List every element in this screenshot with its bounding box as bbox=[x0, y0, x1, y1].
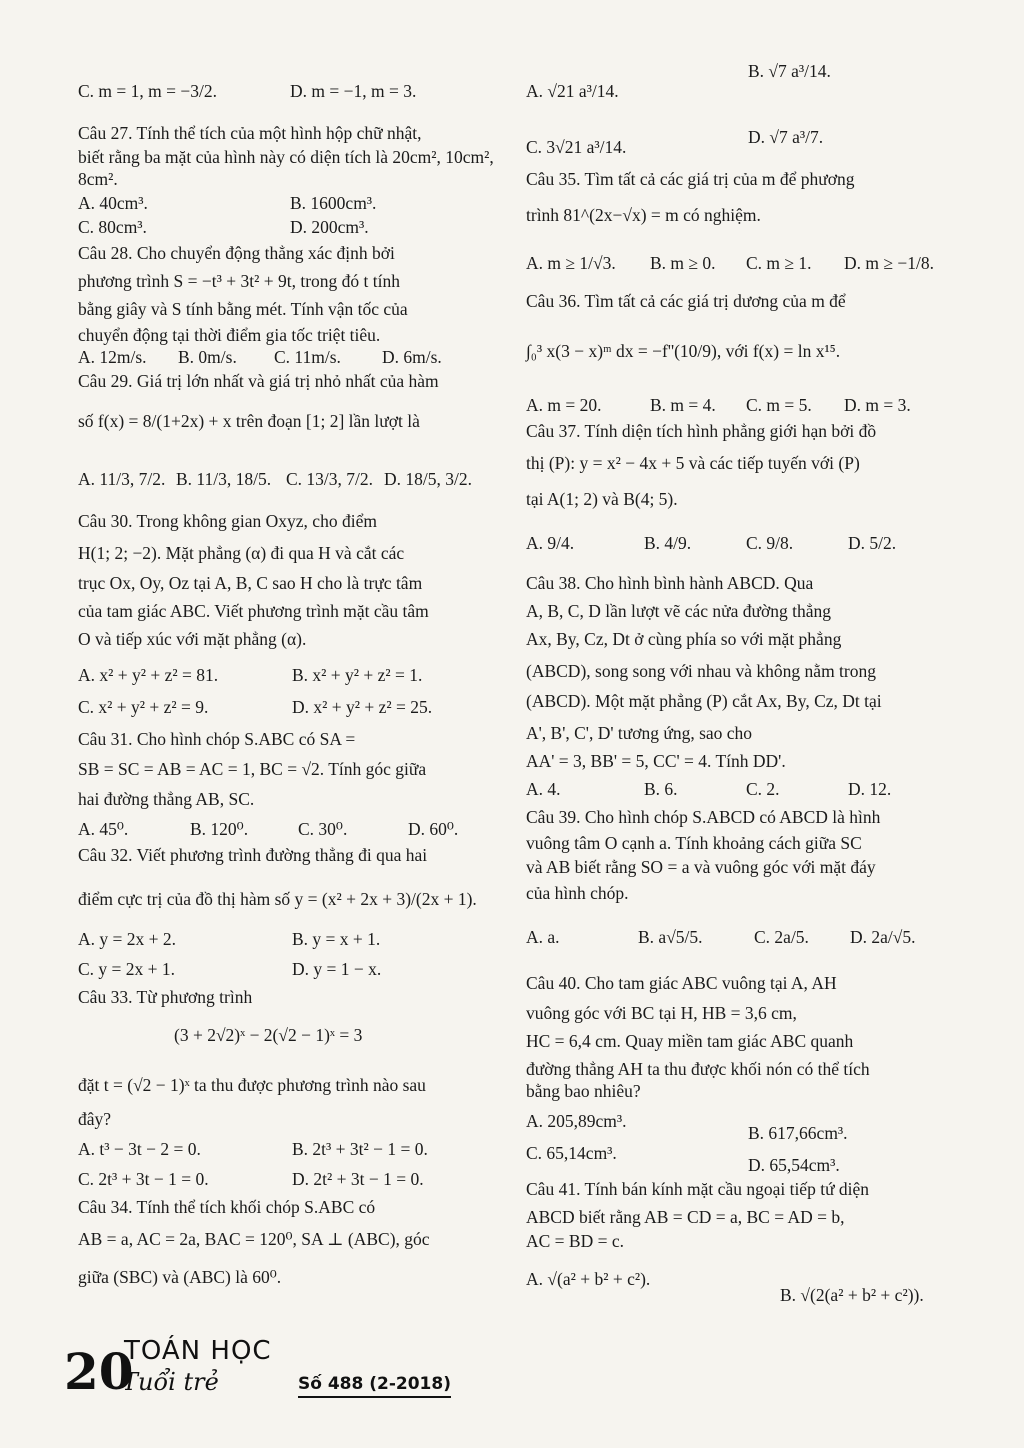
option: D. m = −1, m = 3. bbox=[290, 81, 417, 101]
option: B. √(2(a² + b² + c²)). bbox=[780, 1285, 924, 1305]
question-40-text: đường thẳng AH ta thu được khối nón có thể tích bbox=[526, 1059, 870, 1079]
option: A. 40cm³. bbox=[78, 193, 148, 213]
question-33-text: đây? bbox=[78, 1109, 112, 1129]
option: A. x² + y² + z² = 81. bbox=[78, 665, 219, 685]
option: B. m ≥ 0. bbox=[650, 253, 716, 273]
option: B. √7 a³/14. bbox=[748, 61, 831, 81]
option: C. m = 5. bbox=[746, 395, 812, 415]
question-30-text: của tam giác ABC. Viết phương trình mặt cầu tâm bbox=[78, 601, 429, 621]
option: D. 200cm³. bbox=[290, 217, 369, 237]
question-41-text: AC = BD = c. bbox=[526, 1231, 625, 1251]
option: A. m ≥ 1/√3. bbox=[526, 253, 616, 273]
question-40-text: bằng bao nhiêu? bbox=[526, 1081, 641, 1101]
question-31-text: SB = SC = AB = AC = 1, BC = √2. Tính góc giữa bbox=[78, 759, 427, 779]
option: C. 2t³ + 3t − 1 = 0. bbox=[78, 1169, 209, 1189]
option: D. √7 a³/7. bbox=[748, 127, 824, 147]
question-27-text: biết rằng ba mặt của hình này có diện tích là 20cm², 10cm², 8cm². bbox=[78, 147, 494, 189]
option: B. 2t³ + 3t² − 1 = 0. bbox=[292, 1139, 428, 1159]
page-footer bbox=[64, 1330, 464, 1420]
option: A. 11/3, 7/2. bbox=[78, 469, 166, 489]
equation: (3 + 2√2)ˣ − 2(√2 − 1)ˣ = 3 bbox=[174, 1025, 363, 1045]
option: B. y = x + 1. bbox=[292, 929, 381, 949]
option: D. 12. bbox=[848, 779, 892, 799]
option: D. 6m/s. bbox=[382, 347, 442, 367]
question-27: Câu 27. Tính thể tích của một hình hộp chữ nhật, bbox=[78, 123, 422, 143]
question-28: Câu 28. Cho chuyển động thẳng xác định bởi bbox=[78, 243, 395, 263]
option: B. 0m/s. bbox=[178, 347, 237, 367]
question-29-text: số f(x) = 8/(1+2x) + x trên đoạn [1; 2] lần lượt là bbox=[78, 411, 420, 431]
question-40-text: HC = 6,4 cm. Quay miền tam giác ABC quanh bbox=[526, 1031, 854, 1051]
option: A. m = 20. bbox=[526, 395, 602, 415]
option: D. m ≥ −1/8. bbox=[844, 253, 934, 273]
option: B. 1600cm³. bbox=[290, 193, 377, 213]
option: A. √(a² + b² + c²). bbox=[526, 1269, 651, 1289]
question-37-text: tại A(1; 2) và B(4; 5). bbox=[526, 489, 678, 509]
question-35-text: trình 81^(2x−√x) = m có nghiệm. bbox=[526, 205, 761, 225]
question-28-text: bằng giây và S tính bằng mét. Tính vận tốc của bbox=[78, 299, 408, 319]
option: D. 18/5, 3/2. bbox=[384, 469, 472, 489]
question-28-text: phương trình S = −t³ + 3t² + 9t, trong đó t tính bbox=[78, 271, 400, 291]
question-38-text: A', B', C', D' tương ứng, sao cho bbox=[526, 723, 753, 743]
option: C. 2a/5. bbox=[754, 927, 809, 947]
question-32-text: điểm cực trị của đồ thị hàm số y = (x² + 2x + 3)/(2x + 1). bbox=[78, 889, 477, 909]
option: D. m = 3. bbox=[844, 395, 911, 415]
question-39-text: của hình chóp. bbox=[526, 883, 629, 903]
option: C. 30⁰. bbox=[298, 819, 348, 839]
option: C. y = 2x + 1. bbox=[78, 959, 176, 979]
question-30: Câu 30. Trong không gian Oxyz, cho điểm bbox=[78, 511, 377, 531]
option: A. y = 2x + 2. bbox=[78, 929, 177, 949]
question-35: Câu 35. Tìm tất cả các giá trị của m để phương bbox=[526, 169, 855, 189]
question-33-text: đặt t = (√2 − 1)ˣ ta thu được phương trình nào sau bbox=[78, 1075, 426, 1095]
question-37-text: thị (P): y = x² − 4x + 5 và các tiếp tuyến với (P) bbox=[526, 453, 860, 473]
option: C. m = 1, m = −3/2. bbox=[78, 81, 217, 101]
question-41: Câu 41. Tính bán kính mặt cầu ngoại tiếp tứ diện bbox=[526, 1179, 870, 1199]
option: B. m = 4. bbox=[650, 395, 716, 415]
question-33: Câu 33. Từ phương trình bbox=[78, 987, 253, 1007]
question-29: Câu 29. Giá trị lớn nhất và giá trị nhỏ nhất của hàm bbox=[78, 371, 439, 391]
question-34-text: AB = a, AC = 2a, BAC = 120⁰, SA ⊥ (ABC), góc bbox=[78, 1229, 430, 1249]
question-38-text: (ABCD). Một mặt phẳng (P) cắt Ax, By, Cz, Dt tại bbox=[526, 691, 882, 711]
question-39-text: và AB biết rằng SO = a và vuông góc với mặt đáy bbox=[526, 857, 876, 877]
question-38-text: Ax, By, Cz, Dt ở cùng phía so với mặt phẳng bbox=[526, 629, 842, 649]
question-37: Câu 37. Tính diện tích hình phẳng giới hạn bởi đồ bbox=[526, 421, 877, 441]
question-39-text: vuông tâm O cạnh a. Tính khoảng cách giữa SC bbox=[526, 833, 862, 853]
question-31: Câu 31. Cho hình chóp S.ABC có SA = bbox=[78, 729, 356, 749]
magazine-logo-title: TOÁN HỌC bbox=[124, 1336, 272, 1366]
option: A. 205,89cm³. bbox=[526, 1111, 627, 1131]
question-38-text: (ABCD), song song với nhau và không nằm trong bbox=[526, 661, 876, 681]
option: A. 12m/s. bbox=[78, 347, 147, 367]
question-30-text: O và tiếp xúc với mặt phẳng (α). bbox=[78, 629, 307, 649]
question-38: Câu 38. Cho hình bình hành ABCD. Qua bbox=[526, 573, 814, 593]
option: C. 65,14cm³. bbox=[526, 1143, 617, 1163]
option: D. y = 1 − x. bbox=[292, 959, 382, 979]
option: A. a. bbox=[526, 927, 560, 947]
question-36: Câu 36. Tìm tất cả các giá trị dương của m để bbox=[526, 291, 846, 311]
option: C. m ≥ 1. bbox=[746, 253, 812, 273]
question-32: Câu 32. Viết phương trình đường thẳng đi qua hai bbox=[78, 845, 428, 865]
question-38-text: A, B, C, D lần lượt vẽ các nửa đường thẳng bbox=[526, 601, 832, 621]
option: B. a√5/5. bbox=[638, 927, 703, 947]
option: A. 4. bbox=[526, 779, 561, 799]
option: A. 45⁰. bbox=[78, 819, 129, 839]
option: D. 2a/√5. bbox=[850, 927, 916, 947]
question-30-text: H(1; 2; −2). Mặt phẳng (α) đi qua H và cắt các bbox=[78, 543, 405, 563]
option: B. 120⁰. bbox=[190, 819, 249, 839]
option: B. 6. bbox=[644, 779, 678, 799]
option: B. 617,66cm³. bbox=[748, 1123, 848, 1143]
question-36-text: ∫₀³ x(3 − x)ᵐ dx = −f''(10/9), với f(x) = ln x¹⁵. bbox=[526, 341, 841, 361]
question-40-text: vuông góc với BC tại H, HB = 3,6 cm, bbox=[526, 1003, 797, 1023]
option: B. 4/9. bbox=[644, 533, 692, 553]
option: D. x² + y² + z² = 25. bbox=[292, 697, 433, 717]
option: A. √21 a³/14. bbox=[526, 81, 619, 101]
option: B. 11/3, 18/5. bbox=[176, 469, 272, 489]
page-number: 20 bbox=[64, 1342, 134, 1401]
question-31-text: hai đường thẳng AB, SC. bbox=[78, 789, 255, 809]
issue-number: Số 488 (2-2018) bbox=[298, 1374, 451, 1398]
option: C. 13/3, 7/2. bbox=[286, 469, 374, 489]
question-30-text: trục Ox, Oy, Oz tại A, B, C sao H cho là trực tâm bbox=[78, 573, 423, 593]
option: D. 65,54cm³. bbox=[748, 1155, 840, 1175]
option: C. 11m/s. bbox=[274, 347, 341, 367]
option: B. x² + y² + z² = 1. bbox=[292, 665, 423, 685]
option: C. 80cm³. bbox=[78, 217, 147, 237]
option: A. t³ − 3t − 2 = 0. bbox=[78, 1139, 201, 1159]
option: A. 9/4. bbox=[526, 533, 575, 553]
magazine-logo-subtitle: Tuổi trẻ bbox=[122, 1368, 219, 1396]
option: D. 2t² + 3t − 1 = 0. bbox=[292, 1169, 424, 1189]
option: C. 3√21 a³/14. bbox=[526, 137, 627, 157]
question-34-text: giữa (SBC) và (ABC) là 60⁰. bbox=[78, 1267, 282, 1287]
option: D. 60⁰. bbox=[408, 819, 459, 839]
question-38-text: AA' = 3, BB' = 5, CC' = 4. Tính DD'. bbox=[526, 751, 786, 771]
option: C. 2. bbox=[746, 779, 780, 799]
question-40: Câu 40. Cho tam giác ABC vuông tại A, AH bbox=[526, 973, 837, 993]
question-39: Câu 39. Cho hình chóp S.ABCD có ABCD là hình bbox=[526, 807, 881, 827]
option: C. 9/8. bbox=[746, 533, 794, 553]
question-28-text: chuyển động tại thời điểm gia tốc triệt tiêu. bbox=[78, 325, 381, 345]
question-34: Câu 34. Tính thể tích khối chóp S.ABC có bbox=[78, 1197, 376, 1217]
option: D. 5/2. bbox=[848, 533, 897, 553]
option: C. x² + y² + z² = 9. bbox=[78, 697, 209, 717]
question-41-text: ABCD biết rằng AB = CD = a, BC = AD = b, bbox=[526, 1207, 845, 1227]
